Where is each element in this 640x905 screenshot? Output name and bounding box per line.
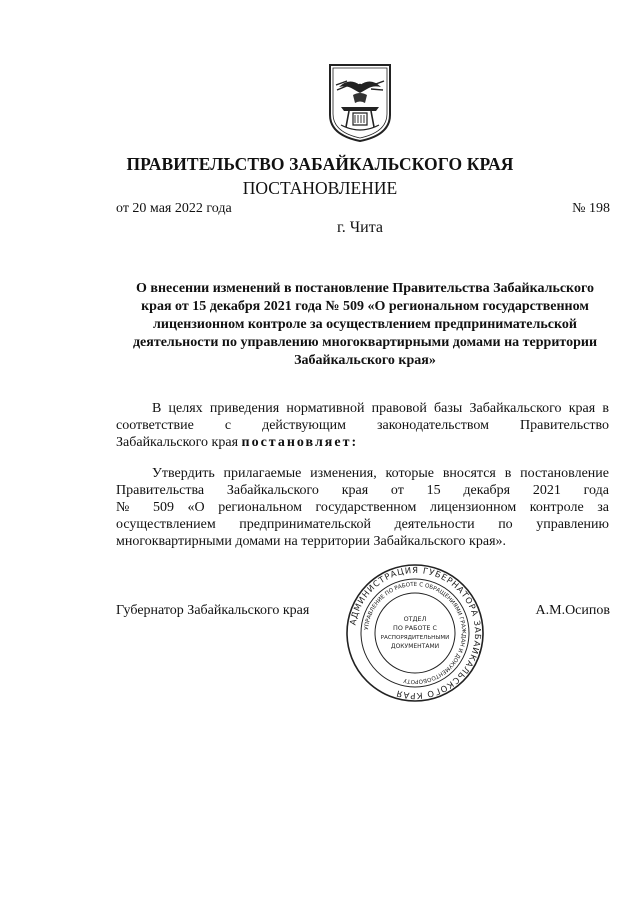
document-type: ПОСТАНОВЛЕНИЕ (242, 178, 398, 198)
government-title: ПРАВИТЕЛЬСТВО ЗАБАЙКАЛЬСКОГО КРАЯ (126, 154, 514, 174)
paragraph-line: многоквартирными домами на территории Забайкальского края». (116, 534, 507, 549)
document-city: г. Чита (336, 219, 383, 236)
paragraph-line: осуществлением предпринимательской деятельности по управлению (116, 517, 609, 532)
coat-of-arms-icon (327, 63, 393, 143)
paragraph-line: Правительства Забайкальского края от 15 декабря 2021 года (116, 483, 609, 498)
signatory-position: Губернатор Забайкальского края (116, 603, 310, 618)
stamp-ring-outer: АДМИНИСТРАЦИЯ ГУБЕРНАТОРА ЗАБАЙКАЛЬСКОГО КРАЯ (347, 564, 484, 702)
paragraph-line: № 509 «О региональном государственном лицензионном контроле за (116, 500, 609, 515)
heading-line: деятельности по управлению многоквартирными домами на территории (132, 335, 598, 350)
resolution-heading (110, 280, 620, 370)
operative-paragraph (116, 465, 609, 550)
stamp-ring-inner: УПРАВЛЕНИЕ ПО РАБОТЕ С ОБРАЩЕНИЯМИ ГРАЖДАН И ДОКУМЕНТООБОРОТУ (364, 581, 467, 685)
paragraph-line (116, 434, 609, 451)
resolves-keyword: постановляет: (241, 435, 359, 450)
stamp-center-line: ПО РАБОТЕ С (393, 624, 437, 632)
stamp-center-line: ОТДЕЛ (403, 615, 427, 623)
paragraph-text: Забайкальского края (116, 435, 242, 450)
preamble-paragraph (116, 400, 609, 451)
stamp-center-line: РАСПОРЯДИТЕЛЬНЫМИ (380, 635, 450, 641)
paragraph-line: В целях приведения нормативной правовой базы Забайкальского края в (152, 401, 609, 416)
stamp-center-line: ДОКУМЕНТАМИ (390, 643, 440, 650)
heading-line: Забайкальского края» (294, 353, 436, 368)
official-stamp (345, 563, 485, 703)
heading-line: лицензионном контроле за осуществлением предпринимательской (153, 317, 577, 332)
document-date: от 20 мая 2022 года (116, 201, 232, 216)
paragraph-line: соответствие с действующим законодательством Правительство (116, 418, 609, 433)
heading-line: О внесении изменений в постановление Правительства Забайкальского (136, 281, 594, 296)
document-number: № 198 (572, 201, 610, 216)
paragraph-line: Утвердить прилагаемые изменения, которые вносятся в постановление (152, 466, 609, 481)
heading-line: края от 15 декабря 2021 года № 509 «О региональном государственном (141, 299, 589, 314)
signatory-name: А.М.Осипов (535, 603, 610, 618)
